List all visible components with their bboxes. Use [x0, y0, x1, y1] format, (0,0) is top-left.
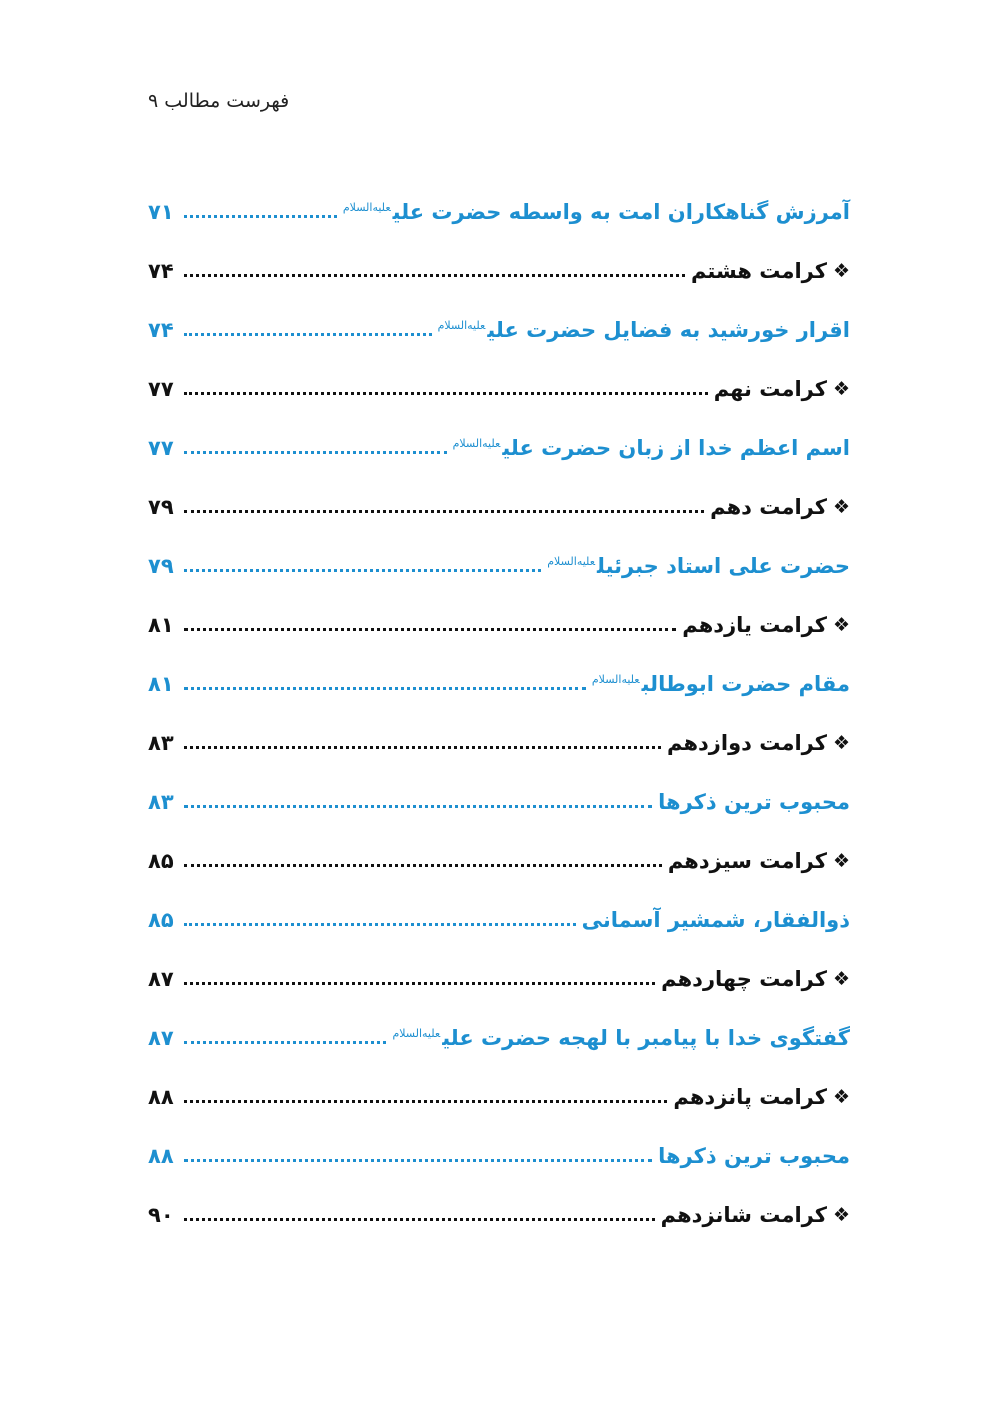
toc-item-row[interactable]	[148, 1067, 850, 1126]
toc-page-number: ۸۷	[148, 1025, 174, 1050]
toc-heading-row[interactable]	[148, 1126, 850, 1185]
dot-leader	[184, 274, 685, 277]
toc-item-row[interactable]	[148, 241, 850, 300]
dot-leader	[184, 864, 662, 867]
honorific-mark: علیه‌السلام	[342, 200, 391, 214]
dot-leader	[184, 510, 704, 513]
toc-item-row[interactable]	[148, 1185, 850, 1244]
toc-item-title: کرامت پانزدهم	[673, 1084, 827, 1109]
toc-heading-title: ذوالفقار، شمشیر آسمانی	[581, 907, 850, 932]
four-diamond-bullet-icon: ❖	[832, 613, 850, 636]
toc-heading-title: آمرزش گناهکاران امت به واسطه حضرت علی$^{علیه‌السلام}$	[342, 199, 850, 224]
toc-page-number: ۸۳	[148, 789, 174, 814]
toc-page-number: ۷۷	[148, 435, 174, 460]
table-of-contents	[148, 182, 850, 1244]
four-diamond-bullet-icon: ❖	[832, 967, 850, 990]
honorific-mark: علیه‌السلام	[392, 1026, 441, 1040]
toc-item-title: کرامت هشتم	[690, 258, 827, 283]
dot-leader	[184, 746, 661, 749]
toc-page-number: ۷۹	[148, 553, 174, 578]
toc-heading-title: اقرار خورشید به فضایل حضرت علی$^{علیه‌السلام}$	[437, 317, 850, 342]
toc-heading-title: اسم اعظم خدا از زبان حضرت علی$^{علیه‌السلام}$	[452, 435, 850, 460]
toc-page-number: ۸۸	[148, 1143, 174, 1168]
toc-item-title: کرامت شانزدهم	[660, 1202, 827, 1227]
dot-leader	[184, 333, 432, 336]
toc-page-number: ۸۷	[148, 966, 174, 991]
four-diamond-bullet-icon: ❖	[832, 377, 850, 400]
toc-heading-title: محبوب ترین ذکرها	[658, 1143, 850, 1168]
dot-leader	[184, 392, 708, 395]
toc-heading-row[interactable]	[148, 1008, 850, 1067]
four-diamond-bullet-icon: ❖	[832, 495, 850, 518]
honorific-mark: علیه‌السلام	[547, 554, 596, 568]
dot-leader	[184, 628, 676, 631]
toc-page-number: ۷۱	[148, 199, 174, 224]
honorific-mark: علیه‌السلام	[437, 318, 486, 332]
dot-leader	[184, 982, 655, 985]
toc-item-row[interactable]	[148, 831, 850, 890]
toc-item-title: کرامت دهم	[710, 494, 827, 519]
toc-page-number: ۸۱	[148, 671, 174, 696]
toc-item-row[interactable]	[148, 359, 850, 418]
dot-leader	[184, 1041, 386, 1044]
toc-heading-title: گفتگوی خدا با پیامبر با لهجه حضرت علی$^{علیه‌السلام}$	[392, 1025, 850, 1050]
dot-leader	[184, 687, 586, 690]
toc-heading-title: حضرت علی استاد جبرئیل$^{علیه‌السلام}$	[547, 553, 850, 578]
toc-item-title: کرامت دوازدهم	[667, 730, 827, 755]
toc-item-row[interactable]	[148, 713, 850, 772]
toc-item-title: کرامت چهاردهم	[661, 966, 827, 991]
toc-heading-row[interactable]	[148, 418, 850, 477]
four-diamond-bullet-icon: ❖	[832, 849, 850, 872]
toc-heading-row[interactable]	[148, 772, 850, 831]
toc-item-row[interactable]	[148, 949, 850, 1008]
toc-page-number: ۹۰	[148, 1202, 174, 1227]
toc-page-number: ۸۸	[148, 1084, 174, 1109]
toc-item-title: کرامت یازدهم	[682, 612, 827, 637]
toc-heading-row[interactable]	[148, 536, 850, 595]
four-diamond-bullet-icon: ❖	[832, 1085, 850, 1108]
toc-heading-row[interactable]	[148, 890, 850, 949]
four-diamond-bullet-icon: ❖	[832, 259, 850, 282]
running-header: فهرست مطالب ۹	[148, 90, 290, 112]
honorific-mark: علیه‌السلام	[452, 436, 501, 450]
dot-leader	[184, 923, 576, 926]
toc-page-number: ۸۵	[148, 907, 174, 932]
toc-heading-title: محبوب ترین ذکرها	[658, 789, 850, 814]
toc-heading-row[interactable]	[148, 300, 850, 359]
toc-item-row[interactable]	[148, 595, 850, 654]
dot-leader	[184, 1100, 667, 1103]
honorific-mark: علیه‌السلام	[591, 672, 640, 686]
dot-leader	[184, 805, 652, 808]
toc-page-number: ۸۵	[148, 848, 174, 873]
toc-page-number: ۷۴	[148, 317, 174, 342]
dot-leader	[184, 1218, 655, 1221]
dot-leader	[184, 215, 337, 218]
four-diamond-bullet-icon: ❖	[832, 731, 850, 754]
toc-item-title: کرامت نهم	[713, 376, 827, 401]
dot-leader	[184, 1159, 652, 1162]
toc-heading-row[interactable]	[148, 654, 850, 713]
toc-heading-title: مقام حضرت ابوطالب$^{علیه‌السلام}$	[591, 671, 850, 696]
toc-page-number: ۷۴	[148, 258, 174, 283]
toc-page-number: ۸۱	[148, 612, 174, 637]
dot-leader	[184, 569, 541, 572]
toc-page-number: ۸۳	[148, 730, 174, 755]
toc-item-row[interactable]	[148, 477, 850, 536]
toc-item-title: کرامت سیزدهم	[667, 848, 827, 873]
toc-heading-row[interactable]	[148, 182, 850, 241]
toc-page-number: ۷۷	[148, 376, 174, 401]
dot-leader	[184, 451, 447, 454]
four-diamond-bullet-icon: ❖	[832, 1203, 850, 1226]
toc-page-number: ۷۹	[148, 494, 174, 519]
